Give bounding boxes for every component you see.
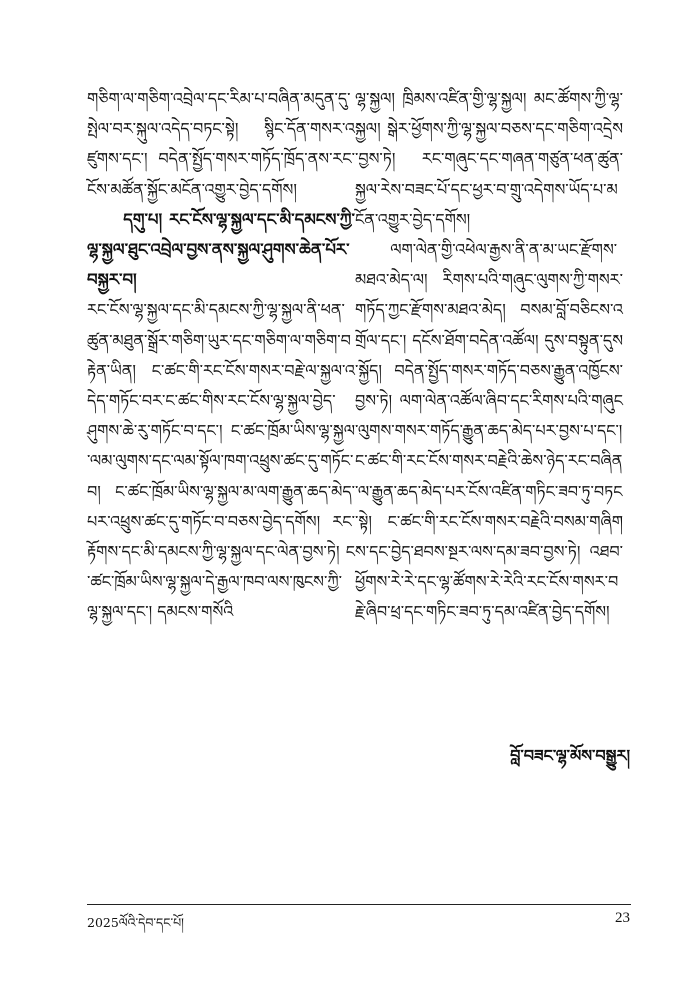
body-paragraph: ལྷ་སྐྱལ། ཁྲིམས་འཛིན་གྱི་ལྷ་སྐྱལ། མང་ཚོགས་ཀྱི་ལྷ་སྐྱལ། སྒེར་ཕྱོགས་ཀྱི་ལྷ་སྐྱལ་བཅས་དང་གཅིག་འདྲེས་བྱས་ཏེ། རང་གཞུང་དང་གཞན་གཙུན་ཕན་ཚུན་སྐྱལ་རེས་བཟང་པོ་དང་ཕྱར་བ་གྲུ་འདེགས་ཡོད་པ་མངོན་འགྱུར་བྱེད་དགོས། — [355, 89, 623, 229]
body-paragraph: གཅིག་ལ་གཅིག་འབྲེལ་དང་རིམ་པ་བཞིན་མདུན་དུ་སྤེལ་བར་སྐུལ་འདེད་བཏང་སྟེ། སྙིང་དོན་གསར་འཛུགས་དང་། བདེན་སྤྱོད་གསར་གཏོད་ཁྲོད་ནས་རང་ངོས་མཚོན་སྐྱོང་མངོན་འགྱུར་བྱེད་དགོས། — [87, 89, 355, 199]
translator-signature: བློ་བཟང་ལྷ་མོས་བསྒྱུར། — [510, 746, 630, 765]
right-column — [355, 84, 623, 628]
body-paragraph: རང་ངོས་ལྷ་སྐྱལ་དང་མི་དམངས་ཀྱི་ལྷ་སྐྱལ་ནི་ཕན་ཚུན་མཐུན་སྒྲོར་གཅིག་ཡུར་དང་གཅིག་ལ་གཅིག་བརྟེན་ཡིན། ང་ཚང་གི་རང་ངོས་གསར་བརྗེ་ལ་སྐྱལ་འདེད་གཏོང་བར་ང་ཚང་གིས་རང་ངོས་ལྷ་སྐྱལ་བྱེད་ཤུགས་ཆེ་རུ་གཏོང་བ་དང་། ང་ཚང་ཁྲོམ་ཡིས་ལྷ་སྐྱལ་ལམ་ལུགས་དང་ལམ་སྟོལ་ཁག་འཕྲུས་ཚང་དུ་གཏོང་བ། ང་ཚང་ཁྲོམ་ཡིས་ལྷ་སྐྱལ་མ་ལག་རྒྱུན་ཆད་མེད་པར་འཕྲུས་ཚང་དུ་གཏོང་བ་བཅས་བྱེད་དགོས། རང་རྟོགས་དང་མི་དམངས་ཀྱི་ལྷ་སྐྱལ་དང་ལེན་བྱས་ཏེ། ང་ཚང་ཁྲོམ་ཡིས་ལྷ་སྐྱལ་དེ་རྒྱལ་ཁབ་ལས་ཁུངས་ཀྱི་ལྷ་སྐྱལ་དང་། དམངས་གསོའི — [87, 300, 355, 622]
section-heading: དགུ་པ། རང་ངོས་ལྷ་སྐྱལ་དང་མི་དམངས་ཀྱི་ལྷ་སྐྱལ་ཐུང་འབྲེལ་བྱས་ནས་སྐྱལ་ཤུགས་ཆེན་པོར་བསྐྱར་བ། — [87, 209, 355, 290]
left-column — [87, 84, 355, 628]
footer-divider — [87, 904, 631, 905]
body-paragraph: ལག་ལེན་གྱི་འཕེལ་རྒྱས་ནི་ན་མ་ཡང་རྫོགས་མཐའ་མེད་ལ། རིགས་པའི་གཞུང་ལུགས་ཀྱི་གསར་གཏོད་ཀྱང་རྫོགས་མཐའ་མེད། བསམ་བློ་བཅིངས་འགྲོལ་དང་། དངོས་ཐོག་བདེན་འཚོལ། དུས་བསྟུན་དུས་སྐྱོད། བདེན་སྤྱོད་གསར་གཏོད་བཅས་རྒྱུན་འཁྱོངས་བྱས་ཏེ། ལག་ལེན་འཚོལ་ཞིབ་དང་རིགས་པའི་གཞུང་ལུགས་གསར་གཏོད་རྒྱུན་ཆད་མེད་པར་བྱས་པ་དང་། ང་ཚང་གི་རང་ངོས་གསར་བརྗེའི་ཆེས་ཉེད་རང་བཞིན་ལ་རྒྱུན་ཆད་མེད་པར་ངོས་འཛིན་གཏིང་ཟབ་ཏུ་བཏང་སྟེ། ང་ཚང་གི་རང་ངོས་གསར་བརྗེའི་བསམ་གཞིགས་དང་བྱེད་ཐབས་སྔར་ལས་དམ་ཟབ་བྱས་ཏེ། འཐབ་ཕྱོགས་རེ་རེ་དང་ལྷ་ཚོགས་རེ་རེའི་རང་ངོས་གསར་བརྗེ་ཞིབ་ཕྲ་དང་གཏིང་ཟབ་ཏུ་དམ་འཛིན་བྱེད་དགོས། — [355, 240, 623, 622]
footer-issue-label: 2025ལོའི་དེབ་དང་པོ། — [87, 915, 184, 930]
page-number: 23 — [615, 910, 630, 926]
